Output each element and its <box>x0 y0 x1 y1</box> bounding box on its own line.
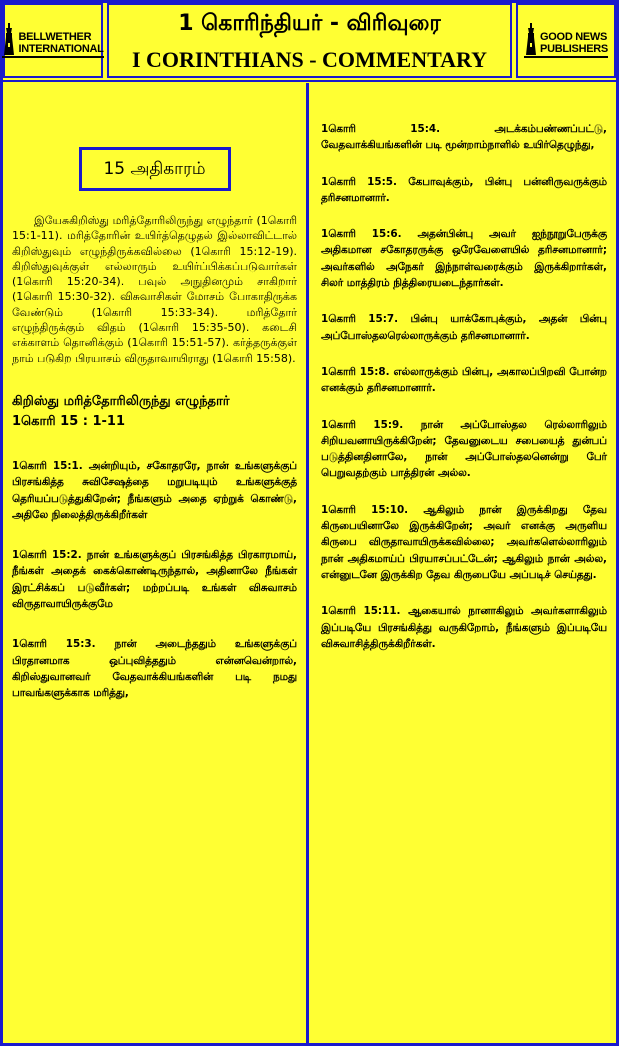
verse-15-6: 1கொரி 15:6. அதன்பின்பு அவர் ஐந்நூறுபேருக்கு அதிகமான சகோதரருக்கு ஒரேவேளையில் தரிசனமானார்; அவர்களில் அநேகர் இந்நாள்வரைக்கும் இருக்கிறார்கள், சிலர் மாத்திரம் நித்திரையடைந்தார்கள். <box>321 228 607 290</box>
right-logo-line1: GOOD NEWS <box>540 31 608 43</box>
right-column <box>312 83 616 1043</box>
verse-15-7: 1கொரி 15:7. பின்பு யாக்கோபுக்கும், அதன் பின்பு அப்போஸ்தலரெல்லாருக்கும் தரிசனமானார். <box>321 313 607 342</box>
bellwether-logo <box>3 3 103 78</box>
tower-icon <box>524 23 538 55</box>
left-column <box>3 83 309 1043</box>
verse-15-5: 1கொரி 15:5. கேபாவுக்கும், பின்பு பன்னிருவருக்கும் தரிசனமானார். <box>321 175 607 204</box>
title-tamil: 1 கொரிந்தியர் - விரிவுரை <box>178 11 441 36</box>
good-news-logo <box>516 3 616 78</box>
verse-15-8: 1கொரி 15:8. எல்லாருக்கும் பின்பு, அகாலப்பிறவி போன்ற எனக்கும் தரிசனமானார். <box>321 365 607 395</box>
verse-15-4: 1கொரி 15:4. அடக்கம்பண்ணப்பட்டு, வேதவாக்கியங்களின் படி மூன்றாம்நாளில் உயிர்தெழுந்து, <box>321 123 607 152</box>
tower-icon <box>2 23 16 55</box>
header-divider <box>3 80 616 82</box>
right-logo-line2: PUBLISHERS <box>540 43 608 55</box>
section-title: கிறிஸ்து மரித்தோரிலிருந்து எழுந்தார் <box>12 393 230 409</box>
left-logo-line1: BELLWETHER <box>18 31 92 43</box>
verse-15-11: 1கொரி 15:11. ஆகையால் நானாகிலும் அவர்களாகிலும் இப்படியே பிரசங்கித்து வருகிறோம், நீங்களும் இப்படியே விசுவாசித்திருக்கிறீர்கள். <box>321 605 607 650</box>
verse-15-2: 1கொரி 15:2. நான் உங்களுக்குப் பிரசங்கித்த பிரகாரமாய், நீங்கள் அதைக் கைக்கொண்டிருந்தால், அதினாலே நீங்கள் இரட்சிக்கப் படுவீர்கள்; மற்றப்படி உங்கள் விசுவாசம் விருதாவாயிருக்குமே <box>12 549 297 611</box>
left-logo-line2: INTERNATIONAL <box>18 43 104 55</box>
verse-15-3: 1கொரி 15:3. நான் அடைந்ததும் உங்களுக்குப் பிரதானமாக ஒப்புவித்ததும் என்னவென்றால், கிறிஸ்துவானவர் வேதவாக்கியங்களின் படி நமது பாவங்களுக்காக மரித்து, <box>12 638 297 700</box>
chapter-label: 15 அதிகாரம் <box>79 147 231 191</box>
section-reference: 1கொரி 15 : 1-11 <box>12 413 126 429</box>
title-english: I CORINTHIANS - COMMENTARY <box>131 47 488 72</box>
verse-15-10: 1கொரி 15:10. ஆகிலும் நான் இருக்கிறது தேவ கிருபையினாலே இருக்கிறேன்; அவர் எனக்கு அருளிய கிருபை விருதாவாயிருக்கவில்லை; அவர்களெல்லாரிலும் நான் அதிகமாய்ப் பிரயாசப்பட்டேன்; ஆகிலும் நான் அல்ல, என்னுடனே இருக்கிற தேவ கிருபையே அப்படிச் செய்தது. <box>321 503 607 581</box>
chapter-intro: இயேசுகிறிஸ்து மரித்தோரிலிருந்து எழுந்தார் (1கொரி 15:1-11). மரித்தோரின் உயிர்த்தெழுதல் இல்லாவிட்டால் கிறிஸ்துவும் எழுந்திருக்கவில்லை (1கொரி 15:12-19). கிறிஸ்துவுக்குள் எல்லாரும் உயிர்ப்பிக்கப்படுவார்கள் (1கொரி 15:20-34). பவுல் அநுதினமும் சாகிறார் (1கொரி 15:30-32). விசுவாசிகள் மோசம் போகாதிருக்க வேண்டும் (1கொரி 15:33-34). மரித்தோர் எழுந்திருக்கும் விதம் (1கொரி 15:35-50). கடைசி எக்காளம் தொனிக்கும் (1கொரி 15:51-57). கர்த்தருக்குள் நாம் படுகிற பிரயாசம் விருதாவாயிராது (1கொரி 15:58). <box>12 214 297 365</box>
title-box <box>107 3 512 78</box>
verse-15-1: 1கொரி 15:1. அன்றியும், சகோதரரே, நான் உங்களுக்குப் பிரசங்கித்த சுவிசேஷத்தை மறுபடியும் உங்களுக்குத் தெரியப்படுத்துகிறேன்; நீங்களும் அதை ஏற்றுக் கொண்டு, அதிலே நிலைத்திருக்கிறீர்கள் <box>12 459 297 521</box>
page-header <box>3 3 616 78</box>
verse-15-9: 1கொரி 15:9. நான் அப்போஸ்தல ரெல்லாரிலும் சிறியவனாயிருக்கிறேன்; தேவனுடைய சபையைத் துன்பப் படுத்தினதினாலே, நான் அப்போஸ்தலனென்று பேர் பெறுவதற்கும் பாத்திரன் அல்ல. <box>321 418 607 480</box>
